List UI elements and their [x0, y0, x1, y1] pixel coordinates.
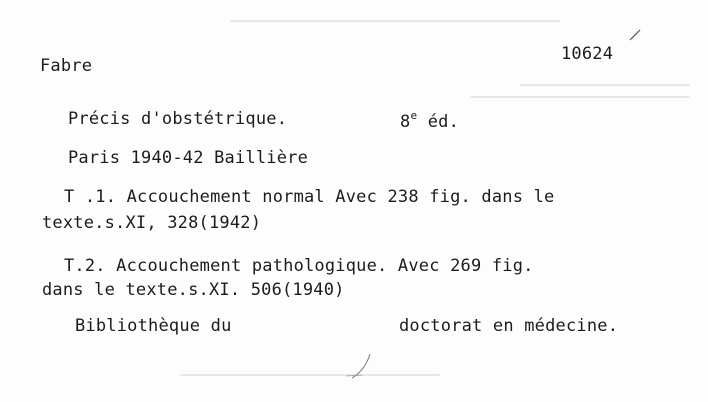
volume-2-pagination: dans le texte.s.XI. 506(1940) [42, 280, 345, 300]
volume-1-pagination: texte.s.XI, 328(1942) [42, 213, 262, 233]
volume-1-description: T .1. Accouchement normal Avec 238 fig. dans le [64, 187, 555, 207]
bleed-through-trace [470, 96, 690, 98]
bleed-through-trace [230, 20, 560, 22]
imprint-line: Paris 1940-42 Baillière [68, 148, 309, 168]
bleed-through-trace [180, 374, 440, 376]
bleed-through-trace [520, 84, 690, 86]
edition-superscript: e [410, 109, 418, 122]
pencil-tick-mark [628, 28, 642, 42]
edition-number: 8 [400, 112, 411, 132]
thesis-note-right: doctorat en médecine. [399, 316, 619, 336]
thesis-note-left: Bibliothèque du [75, 316, 232, 336]
call-number: 10624 [561, 44, 614, 64]
book-title: Précis d'obstétrique. [68, 109, 288, 129]
pencil-scribble [340, 350, 380, 382]
author-name: Fabre [40, 56, 93, 76]
edition-suffix: éd. [427, 112, 460, 132]
edition-statement [400, 109, 459, 132]
volume-2-description: T.2. Accouchement pathologique. Avec 269 fig. [64, 256, 534, 276]
